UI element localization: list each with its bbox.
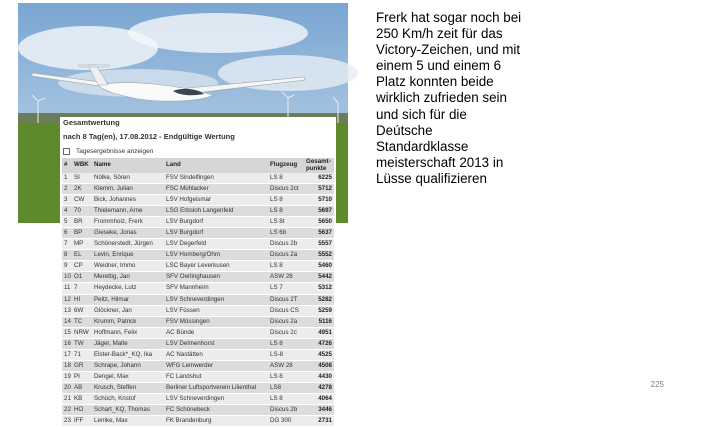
- results-panel: [60, 117, 336, 425]
- cell-name: Schönerstedt, Jürgen: [92, 239, 164, 250]
- cell-wbk: EL: [72, 250, 92, 261]
- cell-points: 5710: [304, 195, 334, 206]
- table-row: [62, 416, 334, 427]
- cell-points: 5650: [304, 217, 334, 228]
- cell-aircraft: LS-8: [268, 349, 304, 360]
- cell-wbk: 70: [72, 206, 92, 217]
- cell-wbk: BP: [72, 228, 92, 239]
- cell-name: Gieseke, Jonas: [92, 228, 164, 239]
- cell-rank: 12: [62, 294, 72, 305]
- cell-club: LSV Hofgeismar: [164, 195, 268, 206]
- cell-rank: 16: [62, 338, 72, 349]
- table-row: [62, 206, 334, 217]
- cell-name: Thielemann, Arne: [92, 206, 164, 217]
- cell-aircraft: LS 8: [268, 371, 304, 382]
- table-row: [62, 327, 334, 338]
- cell-rank: 14: [62, 316, 72, 327]
- cell-aircraft: LS 6b: [268, 228, 304, 239]
- cell-aircraft: LS 8: [268, 338, 304, 349]
- cell-rank: 6: [62, 228, 72, 239]
- col-name: Name: [92, 158, 164, 173]
- cell-wbk: NRW: [72, 327, 92, 338]
- col-wbk: WBK: [72, 158, 92, 173]
- cell-wbk: 7: [72, 283, 92, 294]
- cell-aircraft: LS8: [268, 382, 304, 393]
- cell-rank: 8: [62, 250, 72, 261]
- page-number: 225: [650, 380, 664, 389]
- cell-wbk: BR: [72, 217, 92, 228]
- cell-aircraft: Discus 2ct: [268, 184, 304, 195]
- cell-wbk: TC: [72, 316, 92, 327]
- cell-club: LSV Burgdorf: [164, 217, 268, 228]
- cell-club: Berliner Luftsportverein Lilienthal: [164, 382, 268, 393]
- cell-club: FSC Mühlacker: [164, 184, 268, 195]
- cell-aircraft: Discus 2b: [268, 404, 304, 415]
- cell-points: 2731: [304, 416, 334, 427]
- cell-wbk: SI: [72, 173, 92, 184]
- cell-rank: 15: [62, 327, 72, 338]
- cell-wbk: MP: [72, 239, 92, 250]
- cell-wbk: CP: [72, 261, 92, 272]
- cell-aircraft: LS 8: [268, 173, 304, 184]
- cell-points: 5282: [304, 294, 334, 305]
- cell-points: 5442: [304, 272, 334, 283]
- cell-rank: 9: [62, 261, 72, 272]
- cell-club: AC Bünde: [164, 327, 268, 338]
- results-title: Gesamtwertung: [63, 118, 120, 127]
- cell-name: Merettig, Jan: [92, 272, 164, 283]
- table-row: [62, 228, 334, 239]
- cell-points: 5637: [304, 228, 334, 239]
- cell-club: SFV Oerlinghausen: [164, 272, 268, 283]
- results-subtitle: nach 8 Tag(en), 17.08.2012 - Endgültige Wertung: [63, 132, 235, 141]
- cell-points: 3446: [304, 404, 334, 415]
- cell-name: Dengel, Max: [92, 371, 164, 382]
- cell-name: Nölke, Sören: [92, 173, 164, 184]
- cell-wbk: IFF: [72, 416, 92, 427]
- col-points: Gesamt-punkte: [304, 158, 334, 173]
- table-row: [62, 272, 334, 283]
- cell-aircraft: LS 8t: [268, 217, 304, 228]
- cell-aircraft: Discus 2T: [268, 294, 304, 305]
- cell-points: 4508: [304, 360, 334, 371]
- cell-club: SFV Mannheim: [164, 283, 268, 294]
- daily-results-toggle[interactable]: [63, 148, 336, 155]
- table-row: [62, 305, 334, 316]
- cell-points: 5712: [304, 184, 334, 195]
- cell-club: LSV Schneverdingen: [164, 294, 268, 305]
- cell-wbk: HI: [72, 294, 92, 305]
- table-row: [62, 261, 334, 272]
- cell-points: 4278: [304, 382, 334, 393]
- slide-caption: Frerk hat sogar noch bei 250 Km/h zeit für das Victory-Zeichen, und mit einem 5 und einem 6 Platz konnten beide wirklich zufrieden sein und sich für die Deútsche Standardklasse meisterschaft 2013 in Lüsse qualifizieren: [376, 10, 522, 186]
- cell-points: 4430: [304, 371, 334, 382]
- cell-club: FK Brandenburg: [164, 416, 268, 427]
- cell-wbk: HO: [72, 404, 92, 415]
- cell-club: LSG Erbsloh Langenfeld: [164, 206, 268, 217]
- cell-aircraft: Discus 2a: [268, 250, 304, 261]
- cell-name: Weidner, Immo: [92, 261, 164, 272]
- col-aircraft: Flugzeug: [268, 158, 304, 173]
- cell-aircraft: Discus CS: [268, 305, 304, 316]
- cell-club: LSV Homberg/Ohm: [164, 250, 268, 261]
- cell-wbk: O1: [72, 272, 92, 283]
- cell-club: WFG Lemwerder: [164, 360, 268, 371]
- cell-name: Hoffmann, Felix: [92, 327, 164, 338]
- cell-wbk: KB: [72, 393, 92, 404]
- cell-name: Heydecke, Lutz: [92, 283, 164, 294]
- table-row: [62, 294, 334, 305]
- cell-points: 5697: [304, 206, 334, 217]
- table-row: [62, 173, 334, 184]
- cell-aircraft: Discus 2a: [268, 316, 304, 327]
- cell-club: LSV Degerfeld: [164, 239, 268, 250]
- table-row: [62, 371, 334, 382]
- cell-rank: 23: [62, 416, 72, 427]
- table-row: [62, 349, 334, 360]
- cell-name: Peitz, Hilmar: [92, 294, 164, 305]
- results-header-row: [62, 158, 334, 173]
- cell-club: LSV Burgdorf: [164, 228, 268, 239]
- cell-aircraft: LS 8: [268, 195, 304, 206]
- cell-name: Schüch, Kristof: [92, 393, 164, 404]
- cell-rank: 17: [62, 349, 72, 360]
- cell-aircraft: LS 8: [268, 393, 304, 404]
- cell-club: LSV Schneverdingen: [164, 393, 268, 404]
- cell-club: FC Schönebeck: [164, 404, 268, 415]
- table-row: [62, 239, 334, 250]
- cell-club: FC Landshut: [164, 371, 268, 382]
- cell-rank: 11: [62, 283, 72, 294]
- daily-results-checkbox[interactable]: [63, 148, 70, 155]
- cell-rank: 22: [62, 404, 72, 415]
- table-row: [62, 184, 334, 195]
- cell-club: FSV Sindelfingen: [164, 173, 268, 184]
- cell-rank: 10: [62, 272, 72, 283]
- cell-points: 4064: [304, 393, 334, 404]
- cell-aircraft: Discus 2c: [268, 327, 304, 338]
- cell-points: 5460: [304, 261, 334, 272]
- cell-club: FSV Mössingen: [164, 316, 268, 327]
- table-row: [62, 195, 334, 206]
- col-club: Land: [164, 158, 268, 173]
- cell-name: Elster-Back*_KQ, Ika: [92, 349, 164, 360]
- cell-name: Lemke, Max: [92, 416, 164, 427]
- cell-name: Krusch, Steffen: [92, 382, 164, 393]
- cell-name: Glöckner, Jan: [92, 305, 164, 316]
- cell-aircraft: LS 8: [268, 261, 304, 272]
- cell-name: Krumm, Patrick: [92, 316, 164, 327]
- cell-rank: 2: [62, 184, 72, 195]
- cell-name: Bick, Johannes: [92, 195, 164, 206]
- cell-rank: 20: [62, 382, 72, 393]
- daily-results-label: Tagesergebnisse anzeigen: [76, 148, 154, 155]
- cell-wbk: 2K: [72, 184, 92, 195]
- cell-name: Jäger, Malte: [92, 338, 164, 349]
- cell-name: Levin, Enrique: [92, 250, 164, 261]
- cell-aircraft: LS 8: [268, 206, 304, 217]
- table-row: [62, 404, 334, 415]
- cell-name: Frommholz, Frerk: [92, 217, 164, 228]
- cell-club: AC Nastätten: [164, 349, 268, 360]
- cell-aircraft: ASW 28: [268, 360, 304, 371]
- cell-wbk: 71: [72, 349, 92, 360]
- results-table: [62, 158, 334, 427]
- table-row: [62, 250, 334, 261]
- cell-points: 4726: [304, 338, 334, 349]
- cell-rank: 7: [62, 239, 72, 250]
- table-row: [62, 217, 334, 228]
- cell-aircraft: DG 300: [268, 416, 304, 427]
- cell-aircraft: LS 7: [268, 283, 304, 294]
- col-rank: #: [62, 158, 72, 173]
- cell-wbk: TW: [72, 338, 92, 349]
- cell-rank: 21: [62, 393, 72, 404]
- cell-points: 5259: [304, 305, 334, 316]
- cell-club: LSC Bayer Leverkusen: [164, 261, 268, 272]
- cell-aircraft: Discus 2b: [268, 239, 304, 250]
- table-row: [62, 382, 334, 393]
- table-row: [62, 338, 334, 349]
- cell-points: 5557: [304, 239, 334, 250]
- cell-points: 5116: [304, 316, 334, 327]
- cell-rank: 13: [62, 305, 72, 316]
- cell-name: Schart_KQ, Thomas: [92, 404, 164, 415]
- cell-rank: 19: [62, 371, 72, 382]
- table-row: [62, 360, 334, 371]
- table-row: [62, 393, 334, 404]
- cell-club: LSV Füssen: [164, 305, 268, 316]
- cell-rank: 4: [62, 206, 72, 217]
- table-row: [62, 283, 334, 294]
- cell-points: 5312: [304, 283, 334, 294]
- cell-rank: 5: [62, 217, 72, 228]
- cell-club: LSV Delmenhorst: [164, 338, 268, 349]
- cell-wbk: 6W: [72, 305, 92, 316]
- cell-rank: 1: [62, 173, 72, 184]
- cell-points: 6225: [304, 173, 334, 184]
- cell-wbk: GR: [72, 360, 92, 371]
- cell-wbk: CW: [72, 195, 92, 206]
- cell-wbk: PI: [72, 371, 92, 382]
- cell-points: 4951: [304, 327, 334, 338]
- cell-wbk: AB: [72, 382, 92, 393]
- cell-points: 4525: [304, 349, 334, 360]
- table-row: [62, 316, 334, 327]
- cell-points: 5552: [304, 250, 334, 261]
- cell-rank: 3: [62, 195, 72, 206]
- cell-name: Schrape, Johann: [92, 360, 164, 371]
- cell-aircraft: ASW 28: [268, 272, 304, 283]
- cell-rank: 18: [62, 360, 72, 371]
- cell-name: Klemm, Julian: [92, 184, 164, 195]
